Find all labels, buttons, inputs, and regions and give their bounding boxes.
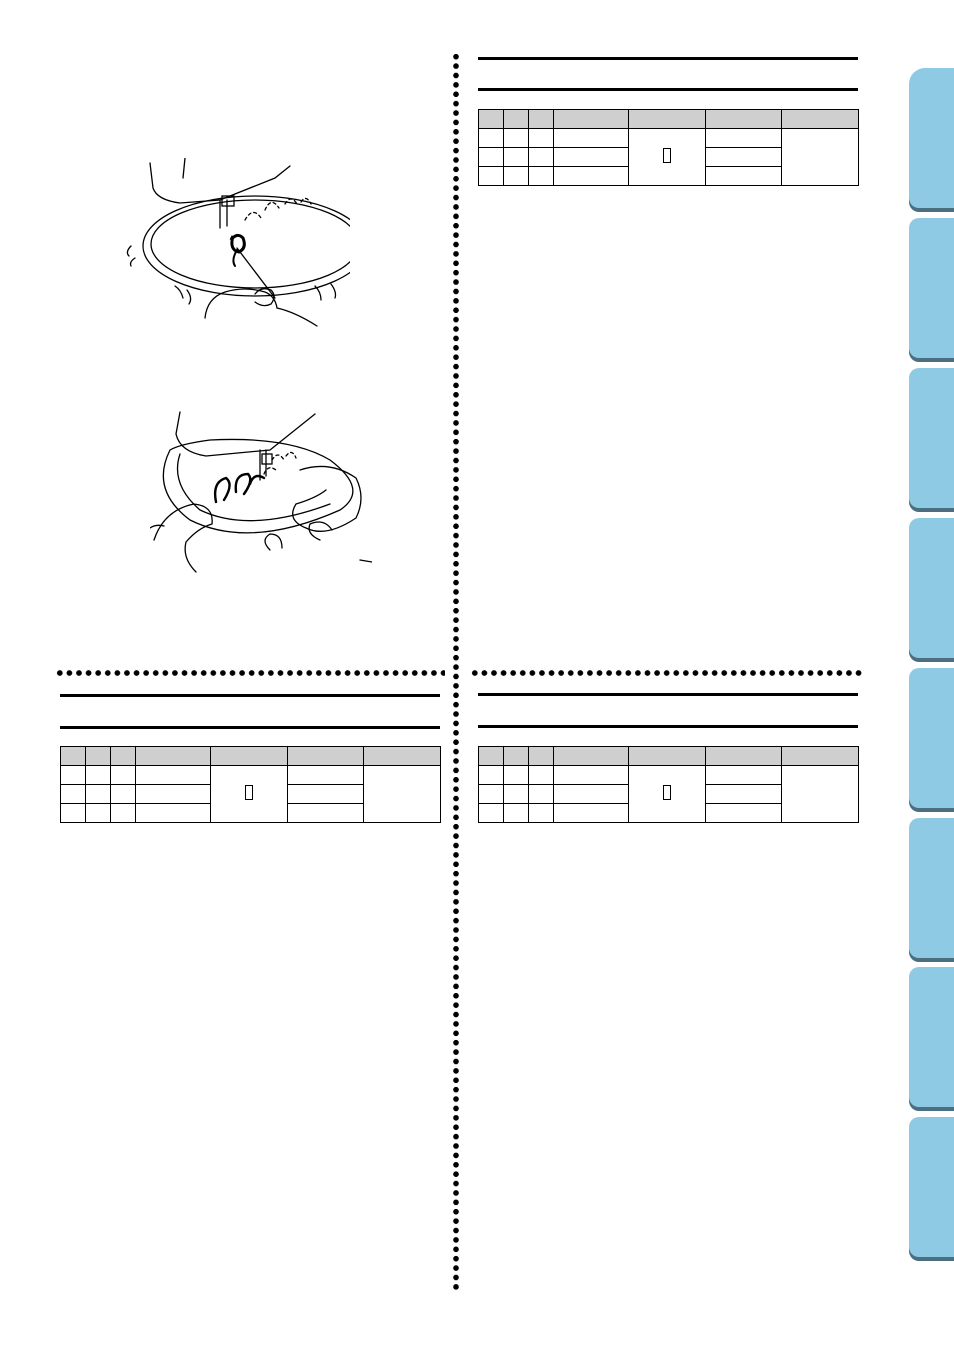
threading-presser-foot-illustration bbox=[125, 158, 350, 338]
table-row bbox=[61, 766, 441, 785]
chapter-tab-3[interactable] bbox=[909, 368, 954, 508]
removing-embroidery-hoop-illustration bbox=[150, 410, 372, 575]
section-top-rule bbox=[60, 694, 440, 697]
table-header-row bbox=[479, 747, 859, 766]
table-row bbox=[479, 766, 859, 785]
table-header-row bbox=[61, 747, 441, 766]
chapter-tab-5[interactable] bbox=[909, 668, 954, 808]
section-bottom-rule bbox=[478, 725, 858, 728]
chapter-tab-4[interactable] bbox=[909, 518, 954, 658]
chapter-tab-2[interactable] bbox=[909, 218, 954, 358]
vertical-dotted-divider bbox=[452, 52, 460, 1292]
chapter-tab-6[interactable] bbox=[909, 818, 954, 958]
settings-table-top-right bbox=[478, 109, 859, 186]
chapter-tab-8[interactable] bbox=[909, 1117, 954, 1257]
section-top-rule bbox=[478, 693, 858, 696]
table-header-row bbox=[479, 110, 859, 129]
glyph-box bbox=[663, 148, 671, 163]
chapter-tab-7[interactable] bbox=[909, 967, 954, 1107]
glyph-box bbox=[245, 785, 253, 800]
section-bottom-rule bbox=[60, 726, 440, 729]
table-row bbox=[479, 129, 859, 148]
horizontal-dotted-divider-right bbox=[470, 669, 862, 677]
settings-table-bottom-left bbox=[60, 746, 441, 823]
chapter-tab-1[interactable] bbox=[909, 68, 954, 208]
settings-table-bottom-right bbox=[478, 746, 859, 823]
section-bottom-rule bbox=[478, 88, 858, 91]
horizontal-dotted-divider-left bbox=[55, 669, 445, 677]
section-top-rule bbox=[478, 57, 858, 60]
glyph-box bbox=[663, 785, 671, 800]
